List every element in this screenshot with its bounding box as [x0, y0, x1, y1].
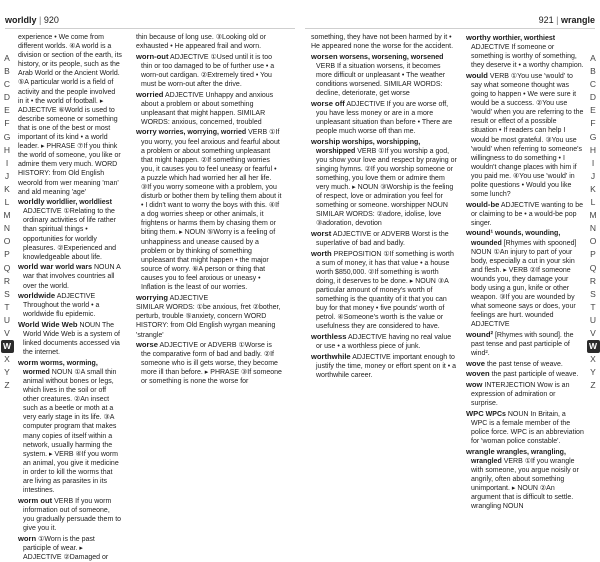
entry-headword: worry	[136, 127, 157, 137]
alphabet-tab-o[interactable]: O	[3, 236, 11, 247]
entry-definition: ADJECTIVE	[169, 294, 209, 302]
alphabet-tab-u[interactable]: U	[589, 314, 597, 325]
column-2	[136, 33, 282, 451]
entry-definition: ①Worn is the past participle of wear. ▸ ADJECTIVE ②Damaged or	[23, 535, 109, 561]
entry-definition: the past tense of weave.	[486, 360, 563, 368]
entry-definition: VERB If you worm information out of someone, you gradually persuade them to give you it.	[23, 497, 122, 532]
entry-headword: wound¹	[466, 228, 493, 238]
alphabet-tab-l[interactable]: L	[590, 197, 596, 208]
alphabet-tabs-right	[586, 52, 600, 447]
alphabet-tab-o[interactable]: O	[589, 236, 597, 247]
entry-inflections: worries, worrying, worried	[158, 129, 247, 137]
entry-headword: worrying	[136, 292, 169, 302]
entry-definition: ADJECTIVE or ADVERB ①Worse is the comparative form of bad and badly. ②If someone who is ill gets worse, they become more ill than before. ▸ PHRASE ③If someone or something is none the worse for	[141, 342, 282, 386]
entry-inflections: worsens, worsening, worsened	[339, 53, 444, 61]
alphabet-tab-l[interactable]: L	[4, 197, 10, 208]
entry-headword: worsen	[311, 51, 338, 61]
dictionary-entry	[18, 262, 122, 290]
alphabet-tab-s[interactable]: S	[590, 288, 596, 299]
dictionary-entry	[136, 90, 282, 127]
entry-headword: worm out	[18, 495, 53, 505]
dictionary-entry	[466, 447, 584, 512]
dictionary-entry	[311, 229, 457, 248]
dictionary-entry	[466, 359, 584, 369]
entry-inflections: world wars	[55, 264, 92, 272]
alphabet-tab-f[interactable]: F	[4, 118, 10, 129]
entry-definition: NOUN The World Wide Web is a system of linked documents accessed via the internet.	[23, 321, 120, 357]
entry-headword: worship	[311, 136, 341, 146]
alphabet-tab-n[interactable]: N	[3, 223, 11, 234]
entry-headword: worthwhile	[311, 351, 351, 361]
entry-headword: wound²	[466, 330, 493, 339]
entry-inflections: wrangles, wrangling, wrangled	[471, 448, 566, 465]
entry-continuation	[18, 33, 122, 197]
entry-definition: ADJECTIVE ①Used until it is too thin or too damaged to be of further use • a worn-out cardigan. ②Extremely tired • You must be worn-out after the drive.	[141, 53, 275, 88]
alphabet-tab-w[interactable]: W	[587, 340, 600, 353]
entry-definition: ADJECTIVE If you are worse off, you have less money or are in a more unpleasant situation than before • There are people much worse off than me.	[316, 100, 453, 135]
entry-inflections: worms, worming, wormed	[23, 359, 98, 376]
dictionary-entry	[466, 369, 584, 379]
alphabet-tab-j[interactable]: J	[4, 170, 10, 181]
entry-headword: wrangle	[466, 446, 495, 456]
entry-inflections: worldlier, worldliest	[46, 199, 112, 207]
alphabet-tab-m[interactable]: M	[3, 210, 11, 221]
entry-headword: worn	[18, 533, 37, 543]
dictionary-entry	[311, 249, 457, 332]
entry-definition: ADJECTIVE important enough to justify the time, money or effort spent on it • a worthwhile career.	[316, 353, 457, 379]
alphabet-tab-e[interactable]: E	[4, 105, 10, 116]
page-number-right: 921	[538, 15, 554, 25]
entry-headword: wow	[466, 379, 483, 389]
alphabet-tab-x[interactable]: X	[590, 354, 596, 365]
entry-definition: ADJECTIVE or ADVERB Worst is the superlative of bad and badly.	[316, 230, 449, 248]
alphabet-tab-h[interactable]: H	[3, 144, 11, 155]
alphabet-tab-t[interactable]: T	[590, 301, 596, 312]
entry-headword: World Wide Web	[18, 319, 78, 329]
alphabet-tab-d[interactable]: D	[3, 92, 11, 103]
entry-headword: worth	[311, 248, 332, 258]
alphabet-tab-r[interactable]: R	[589, 275, 597, 286]
alphabet-tab-v[interactable]: V	[590, 327, 596, 338]
entry-definition: INTERJECTION Wow is an expression of admiration or surprise.	[471, 381, 570, 408]
entry-continuation	[311, 33, 457, 51]
dictionary-entry	[466, 33, 584, 70]
page-header-left	[5, 15, 59, 25]
dictionary-entry	[18, 496, 122, 533]
entry-definition: ADJECTIVE having no real value or use • a worthless piece of junk.	[316, 334, 452, 351]
entry-headword: would	[466, 70, 488, 80]
entry-definition: ADJECTIVE Throughout the world • a worldwide flu epidemic.	[23, 293, 100, 319]
entry-headword: worst	[311, 228, 332, 238]
dictionary-entry	[136, 52, 282, 89]
entry-definition: PREPOSITION ①If something is worth a sum of money, it has that value • a house worth $850,000. ②If something is worth doing, it deserves to be done. ▸ NOUN ③A particular amount of money's worth of something is the quantity of it that you can buy for that money • five pounds' worth of petrol. ④Someone's worth is the value or usefulness they are considered to have.	[316, 250, 454, 331]
entry-headword: WPC	[466, 408, 484, 418]
page-header-right	[539, 15, 595, 25]
alphabet-tab-u[interactable]: U	[3, 314, 11, 325]
alphabet-tab-m[interactable]: M	[589, 210, 597, 221]
alphabet-tab-q[interactable]: Q	[3, 262, 11, 273]
dictionary-entry	[466, 380, 584, 408]
entry-definition: [Rhymes with spooned] NOUN ①An injury to part of your body, especially a cut in your skin and flesh. ▸ VERB ②If someone wounds you, they damage your body using a gun, knife or other weapon. ③If you are wounded by what someone says or does, your feelings are hurt. wounded ADJECTIVE	[471, 239, 577, 329]
entry-definition: NOUN ①A small thin animal without bones or legs, which lives in the soil or off other creatures. ②An insect such as a beetle or moth at a very early stage in its life. ③A computer program that makes many copies of itself within a network, usually harming the system. ▸ VERB ④If you worm an animal, you give it medicine in order to kill the worms that are living as parasites in its intestines.	[23, 368, 119, 495]
dictionary-entry	[18, 320, 122, 357]
header-guide-word-right: wrangle	[560, 15, 595, 25]
header-rule-left	[5, 28, 295, 29]
dictionary-entry	[18, 358, 122, 495]
entry-headword: would-be	[466, 199, 500, 209]
dictionary-entry	[466, 200, 584, 228]
alphabet-tab-q[interactable]: Q	[589, 262, 597, 273]
entry-definition: something, they have not been harmed by it • He appeared none the worse for the accident.	[311, 34, 454, 51]
entry-headword: wove	[466, 358, 485, 368]
dictionary-entry	[466, 228, 584, 329]
alphabet-tab-t[interactable]: T	[4, 301, 10, 312]
dictionary-entry	[18, 534, 122, 562]
header-guide-word-left: worldly	[5, 15, 37, 25]
entry-definition: ADJECTIVE ①Relating to the ordinary activities of life rather than spiritual things • opportunities for worldly pleasures. ②Experienced and knowledgeable about life.	[23, 208, 117, 261]
page-number-left: 920	[43, 15, 59, 25]
entry-headword: worldly	[18, 197, 45, 207]
entry-headword: woven	[466, 369, 490, 379]
entry-definition: VERB ①If you worry, you feel anxious and fearful about a problem or about something unpleasant that might happen. ②If something worries you, it causes you to feel uneasy or fearful • a puzzle which had worried her all her life. ③If you worry someone with a problem, you disturb or bother them by telling them about it • I didn't want to worry the boys with this. ④If a dog worries sheep or other animals, it frightens or harms them by chasing them or biting them. ▸ NOUN ⑤Worry is a feeling of unhappiness and unease caused by a problem or by thinking of something unpleasant that might happen • the major source of worry. ⑥A person or thing that causes you to feel anxious or uneasy • Inflation is the least of our worries.	[141, 129, 282, 292]
entry-headword: world war	[18, 262, 54, 272]
alphabet-tab-c[interactable]: C	[3, 79, 11, 90]
entry-definition: ADJECTIVE If someone or something is worthy of something, they deserve it • a worthy champion.	[471, 44, 584, 70]
entry-headword: worthy	[466, 33, 491, 42]
alphabet-tab-y[interactable]: Y	[4, 367, 10, 378]
entry-inflections: wounds, wounding, wounded	[471, 230, 561, 247]
entry-definition: NOUN In Britain, a WPC is a female member of the police force. WPC is an abbreviation for 'woman police constable'.	[471, 410, 584, 446]
alphabet-tab-g[interactable]: G	[3, 131, 11, 142]
entry-inflections: worthier, worthiest	[492, 35, 556, 42]
entry-continuation	[136, 33, 282, 51]
alphabet-tab-k[interactable]: K	[4, 183, 10, 194]
dictionary-entry	[311, 332, 457, 351]
entry-headword: worm	[18, 357, 39, 367]
alphabet-tab-z[interactable]: Z	[4, 380, 10, 391]
alphabet-tabs-left	[0, 52, 14, 447]
entry-definition: [Rhymes with sound]. the past tense and past participle of wind².	[471, 332, 574, 358]
dictionary-entry	[466, 330, 584, 358]
alphabet-tab-a[interactable]: A	[4, 53, 10, 63]
dictionary-entry	[311, 137, 457, 229]
entry-headword: worthless	[311, 332, 347, 341]
alphabet-tab-s[interactable]: S	[4, 288, 10, 299]
entry-headword: worried	[136, 89, 164, 99]
alphabet-tab-i[interactable]: I	[5, 157, 9, 168]
entry-continuation	[136, 303, 282, 339]
entry-headword: worse	[136, 340, 158, 350]
dictionary-entry	[466, 409, 584, 446]
entry-inflections: worships, worshipping, worshipped	[316, 138, 421, 155]
dictionary-entry	[18, 291, 122, 319]
entry-definition: NOUN A war that involves countries all over the world.	[23, 264, 121, 290]
alphabet-tab-i[interactable]: I	[591, 157, 595, 168]
entry-headword: worn-out	[136, 51, 169, 61]
entry-headword: worldwide	[18, 291, 56, 301]
alphabet-tab-n[interactable]: N	[589, 223, 597, 234]
entry-definition: experience • We come from different worlds. ④A world is a division or section of the earth, its history, or its people, such as the Arab World or the Ancient World. ⑤A particular world is a field of activity and the people involved in it • the world of football. ▸ ADJECTIVE ⑥World is used to describe someone or something that is one of the best or most important of its kind • a world leader. ▸ PHRASE ⑦If you think the world of someone, you like or admire them very much. WORD HISTORY: from Old English weorold from wer meaning 'man' and ald meaning 'age'	[18, 34, 122, 196]
dictionary-entry	[136, 293, 282, 303]
dictionary-entry	[466, 71, 584, 199]
alphabet-tab-f[interactable]: F	[590, 118, 596, 129]
alphabet-tab-r[interactable]: R	[3, 275, 11, 286]
alphabet-tab-y[interactable]: Y	[590, 367, 596, 378]
alphabet-tab-p[interactable]: P	[4, 249, 10, 260]
alphabet-tab-v[interactable]: V	[4, 327, 10, 338]
dictionary-entry	[136, 340, 282, 386]
entry-headword: worse off	[311, 98, 345, 108]
alphabet-tab-b[interactable]: B	[4, 66, 10, 77]
alphabet-tab-h[interactable]: H	[589, 144, 597, 155]
entry-definition: VERB ①If you wrangle with someone, you argue noisily or angrily, often about something unimportant. ▸ NOUN ②An argument that is difficult to settle. wrangling NOUN	[471, 457, 579, 511]
alphabet-tab-e[interactable]: E	[590, 105, 596, 116]
entry-inflections: WPCs	[485, 410, 506, 418]
alphabet-tab-z[interactable]: Z	[590, 380, 596, 391]
dictionary-entry	[311, 352, 457, 380]
alphabet-tab-k[interactable]: K	[590, 183, 596, 194]
alphabet-tab-b[interactable]: B	[590, 66, 596, 77]
entry-definition: VERB ①If you worship a god, you show your love and respect by praying or singing hymns. ②If you worship someone or something, you love them or admire them very much. ▸ NOUN ③Worship is the feeling of respect, love or admiration you feel for something or someone. worshipper NOUN SIMILAR WORDS: ②adore, idolise, love ③adoration, devotion	[316, 147, 457, 228]
dictionary-entry	[311, 99, 457, 136]
alphabet-tab-j[interactable]: J	[590, 170, 596, 181]
entry-definition: ADJECTIVE Unhappy and anxious about a problem or about something unpleasant that might happen. SIMILAR WORDS: anxious, concerned, troubled	[141, 91, 274, 126]
alphabet-tab-x[interactable]: X	[4, 354, 10, 365]
alphabet-tab-p[interactable]: P	[590, 249, 596, 260]
dictionary-entry	[136, 127, 282, 292]
entry-definition: SIMILAR WORDS: ①be anxious, fret ②bother, perturb, trouble ⑤anxiety, concern WORD HISTORY: from Old English wyrgan meaning 'strangle'	[136, 304, 281, 339]
alphabet-tab-w[interactable]: W	[1, 340, 14, 353]
entry-definition: VERB ①You use 'would' to say what someone thought was going to happen • We were sure it would be a success. ②You use 'would' when you are referring to the result or effect of a possible situation • If readers can help I would be most grateful. ③You use 'would' when referring to someone's willingness to do something • I wouldn't change places with him if you paid me. ④You use 'would' in polite questions • Would you like some lunch?	[471, 72, 584, 199]
column-4	[466, 33, 584, 511]
entry-definition: VERB If a situation worsens, it becomes more difficult or unpleasant • The weather conditions worsened. SIMILAR WORDS: decline, deteriorate, get worse	[316, 62, 446, 98]
entry-definition: ADJECTIVE wanting to be or claiming to be • a would-be pop singer.	[471, 201, 583, 227]
alphabet-tab-c[interactable]: C	[589, 79, 597, 90]
column-3	[311, 33, 457, 451]
alphabet-tab-g[interactable]: G	[589, 131, 597, 142]
column-1	[18, 33, 122, 561]
dictionary-entry	[311, 52, 457, 98]
header-separator-right: |	[556, 15, 559, 25]
alphabet-tab-a[interactable]: A	[590, 53, 596, 63]
entry-definition: thin because of long use. ③Looking old or exhausted • He appeared frail and worn.	[136, 34, 267, 51]
dictionary-entry	[18, 197, 122, 262]
header-rule-right	[305, 28, 595, 29]
entry-definition: the past participle of weave.	[491, 371, 579, 379]
header-separator-left: |	[39, 15, 42, 25]
alphabet-tab-d[interactable]: D	[589, 92, 597, 103]
